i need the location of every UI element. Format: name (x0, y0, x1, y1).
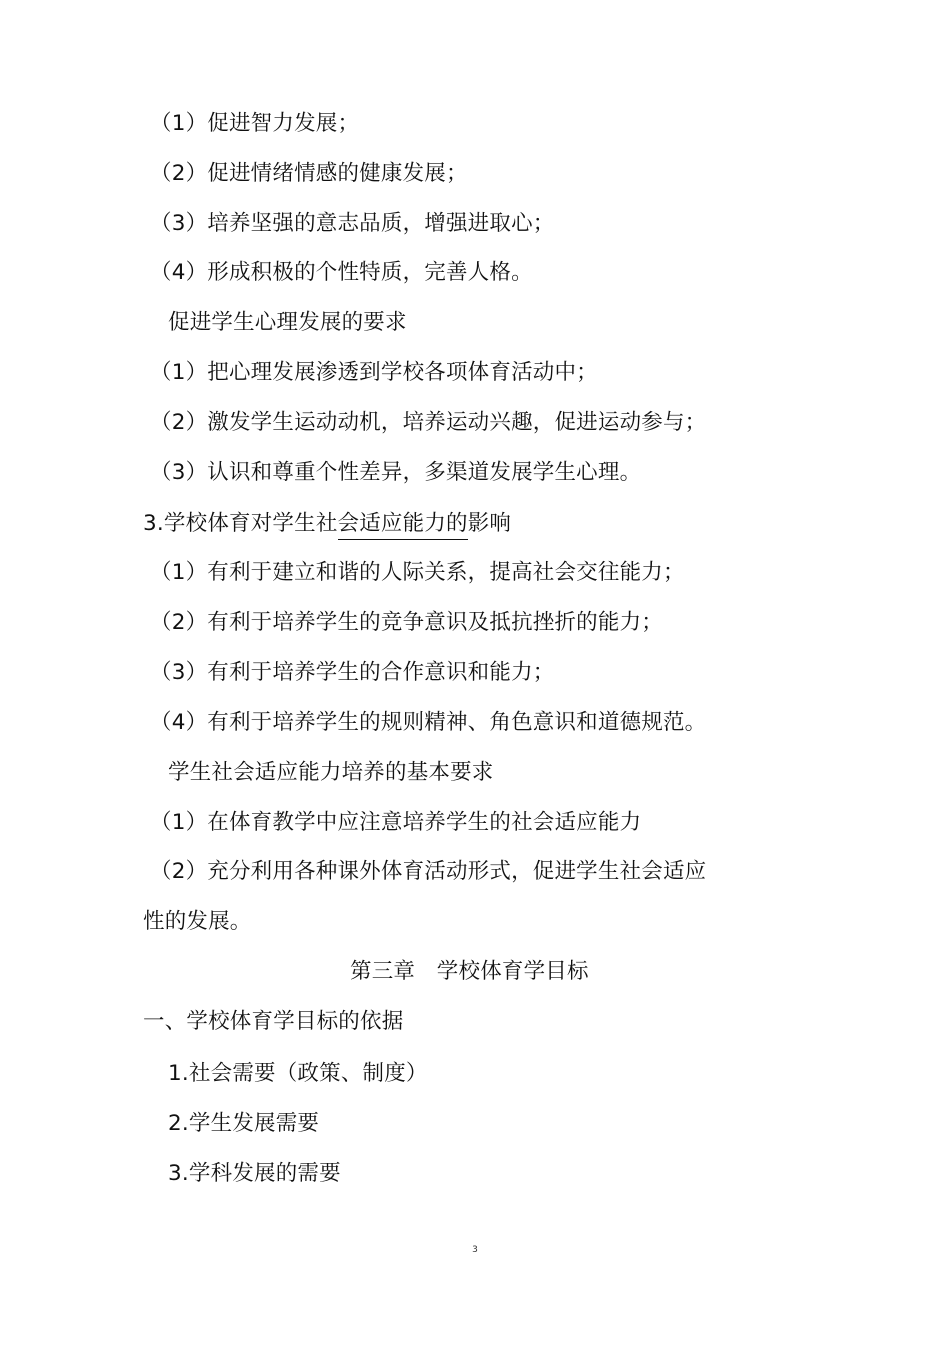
section-heading (143, 509, 511, 539)
list-item: 1.社会需要（政策、制度） (168, 1061, 428, 1086)
list-item-continuation: 性的发展。 (143, 909, 252, 934)
list-item: （1）促进智力发展； (150, 111, 360, 136)
list-item: （2）有利于培养学生的竞争意识及抵抗挫折的能力； (150, 610, 663, 635)
page-number: 3 (472, 1245, 478, 1255)
list-item: （1）有利于建立和谐的人际关系，提高社会交往能力； (150, 560, 685, 585)
list-item: （1）在体育教学中应注意培养学生的社会适应能力 (150, 810, 642, 835)
list-item: 3.学科发展的需要 (168, 1161, 341, 1186)
list-item: （2）充分利用各种课外体育活动形式，促进学生社会适应 (150, 859, 707, 884)
list-item: （3）培养坚强的意志品质，增强进取心； (150, 211, 555, 236)
chapter-title: 第三章 学校体育学目标 (350, 959, 589, 984)
section-heading-underlined: 会适应能力的 (338, 511, 468, 540)
section-heading: 一、学校体育学目标的依据 (143, 1009, 404, 1034)
list-item: （3）认识和尊重个性差异，多渠道发展学生心理。 (150, 460, 642, 485)
section-heading-prefix: 3.学校体育对学生社 (143, 511, 338, 536)
list-item: （1）把心理发展渗透到学校各项体育活动中； (150, 360, 598, 385)
list-item: （2）激发学生运动动机，培养运动兴趣，促进运动参与； (150, 410, 707, 435)
list-item: （4）形成积极的个性特质，完善人格。 (150, 260, 533, 285)
subheading: 学生社会适应能力培养的基本要求 (168, 760, 494, 785)
section-heading-suffix: 影响 (467, 511, 512, 536)
list-item: （4）有利于培养学生的规则精神、角色意识和道德规范。 (150, 710, 707, 735)
list-item: 2.学生发展需要 (168, 1111, 320, 1136)
subheading: 促进学生心理发展的要求 (168, 310, 407, 335)
list-item: （2）促进情绪情感的健康发展； (150, 161, 468, 186)
list-item: （3）有利于培养学生的合作意识和能力； (150, 660, 555, 685)
